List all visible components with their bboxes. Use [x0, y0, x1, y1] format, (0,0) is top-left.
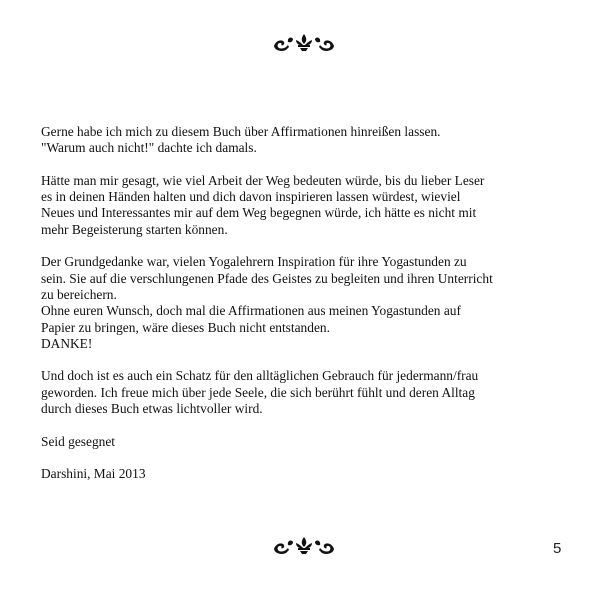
text-line: zu bereichern.	[41, 286, 117, 302]
text-line: "Warum auch nicht!" dachte ich damals.	[41, 140, 257, 156]
page-number: 5	[553, 540, 562, 557]
text-line: sein. Sie auf die verschlungenen Pfade des Geistes zu begleiten und ihren Unterricht	[41, 270, 493, 286]
text-line: Gerne habe ich mich zu diesem Buch über Affirmationen hinreißen lassen.	[41, 124, 441, 139]
paragraph-intro	[41, 124, 576, 157]
text-line: DANKE!	[41, 335, 93, 351]
page-body-text	[41, 124, 576, 483]
text-line: Der Grundgedanke war, vielen Yogalehrern Inspiration für ihre Yogastunden zu	[41, 254, 467, 270]
paragraph-signature	[41, 466, 576, 482]
paragraph-journey	[41, 173, 576, 238]
ornament-bottom-icon	[272, 535, 336, 555]
paragraph-treasure	[41, 368, 576, 417]
text-line: durch dieses Buch etwas lichtvoller wird.	[41, 401, 263, 417]
text-line: es in deinen Händen halten und dich davon inspirieren lassen würdest, wieviel	[41, 189, 461, 205]
text-line: Neues und Interessantes mir auf dem Weg begegnen würde, ich hätte es nicht mit	[41, 205, 477, 221]
text-line: Hätte man mir gesagt, wie viel Arbeit der Weg bedeuten würde, bis du lieber Leser	[41, 172, 485, 188]
text-line: Darshini, Mai 2013	[41, 466, 146, 482]
ornament-top-icon	[272, 32, 336, 52]
text-line: mehr Begeisterung starten können.	[41, 221, 228, 237]
text-line: Ohne euren Wunsch, doch mal die Affirmationen aus meinen Yogastunden auf	[41, 303, 461, 319]
text-line: geworden. Ich freue mich über jede Seele, die sich berührt fühlt und deren Alltag	[41, 384, 475, 400]
text-line: Seid gesegnet	[41, 433, 116, 449]
text-line: Und doch ist es auch ein Schatz für den alltäglichen Gebrauch für jedermann/frau	[41, 368, 479, 384]
text-line: Papier zu bringen, wäre dieses Buch nicht entstanden.	[41, 319, 330, 335]
paragraph-blessing	[41, 434, 576, 450]
paragraph-idea	[41, 254, 576, 352]
